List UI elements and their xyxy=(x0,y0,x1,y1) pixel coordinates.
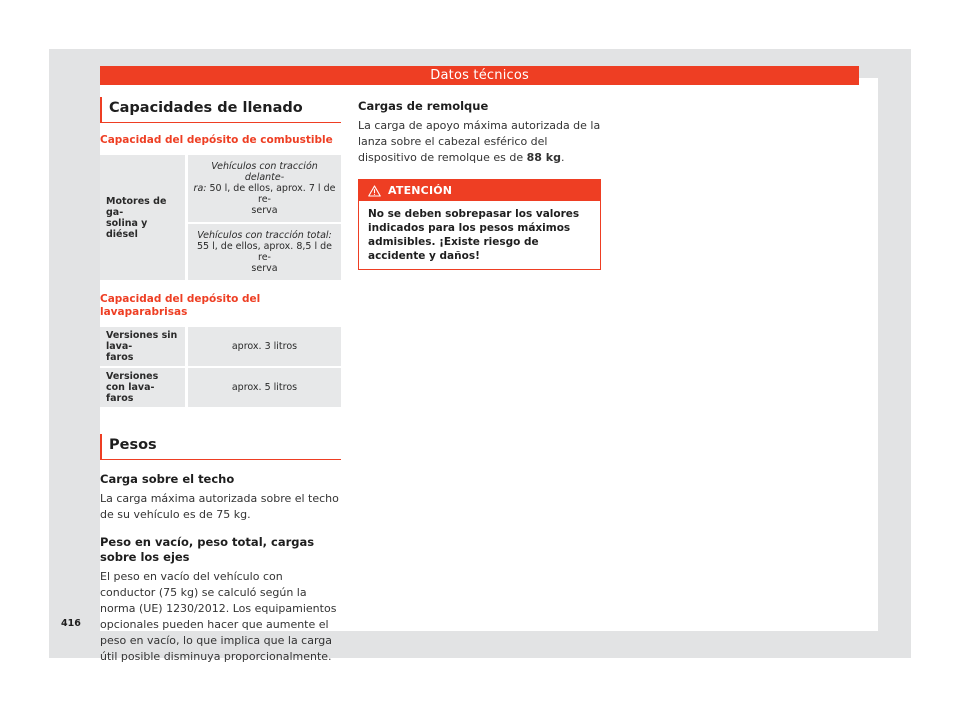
capacidades-heading-block xyxy=(100,97,341,123)
combustible-total-value: 55 l, de ellos, aprox. 8,5 l de re- serva xyxy=(197,241,332,274)
techo-text: La carga máxima autorizada sobre el techo de su vehículo es de 75 kg. xyxy=(100,492,339,521)
lavaparabrisas-row-value: aprox. 5 litros xyxy=(188,368,341,407)
combustible-row-label: Motores de ga- solina y diésel xyxy=(100,155,188,280)
remolque-text xyxy=(358,118,601,166)
combustible-total-label: Vehículos con tracción total: xyxy=(197,230,332,241)
table-row xyxy=(100,155,341,222)
remolque-value: 88 kg xyxy=(526,151,561,164)
remolque-title: Cargas de remolque xyxy=(358,99,489,113)
vacio-title: Peso en vacío, peso total, cargas sobre los ejes xyxy=(100,535,315,564)
pesos-heading-block xyxy=(100,434,341,460)
combustible-front-label: Vehículos con tracción delante- ra: xyxy=(193,161,318,194)
warning-text: No se deben sobrepasar los valores indicados para los pesos máximos admisibles. ¡Existe riesgo de accidente y daños! xyxy=(368,208,580,262)
table-row xyxy=(100,327,341,366)
page-number: 416 xyxy=(61,618,81,629)
lavaparabrisas-row-value: aprox. 3 litros xyxy=(188,327,341,366)
lavaparabrisas-row-label: Versiones con lava- faros xyxy=(100,368,188,407)
right-column xyxy=(358,99,601,270)
combustible-front-cell xyxy=(188,155,341,222)
warning-header xyxy=(359,180,600,201)
left-column xyxy=(100,97,341,665)
table-row xyxy=(100,368,341,407)
combustible-title: Capacidad del depósito de combustible xyxy=(100,134,333,146)
vacio-text: El peso en vacío del vehículo con conductor (75 kg) se calculó según la norma (UE) 1230/2012. Los equipamientos opcionales pueden hacer que aumente el peso en vacío, lo que implica que la carga útil posible disminuya proporcionalmente. xyxy=(100,570,337,663)
header-bar xyxy=(100,66,859,85)
warning-title: ATENCIÓN xyxy=(388,184,453,197)
warning-triangle-icon xyxy=(368,185,381,197)
combustible-total-cell xyxy=(188,224,341,280)
header-title: Datos técnicos xyxy=(430,68,529,83)
remolque-end: . xyxy=(560,151,565,164)
techo-title: Carga sobre el techo xyxy=(100,472,235,486)
pesos-title: Pesos xyxy=(109,437,157,453)
lavaparabrisas-title: Capacidad del depósito del lavaparabrisas xyxy=(100,293,261,318)
lavaparabrisas-row-label: Versiones sin lava- faros xyxy=(100,327,188,366)
combustible-front-value: 50 l, de ellos, aprox. 7 l de re- serva xyxy=(209,183,336,216)
combustible-table xyxy=(100,153,341,282)
lavaparabrisas-table xyxy=(100,325,341,409)
warning-box xyxy=(358,179,601,270)
remolque-body: La carga de apoyo máxima autorizada de la lanza sobre el cabezal esférico del dispositivo de remolque es de xyxy=(358,119,601,164)
capacidades-title: Capacidades de llenado xyxy=(109,100,303,116)
